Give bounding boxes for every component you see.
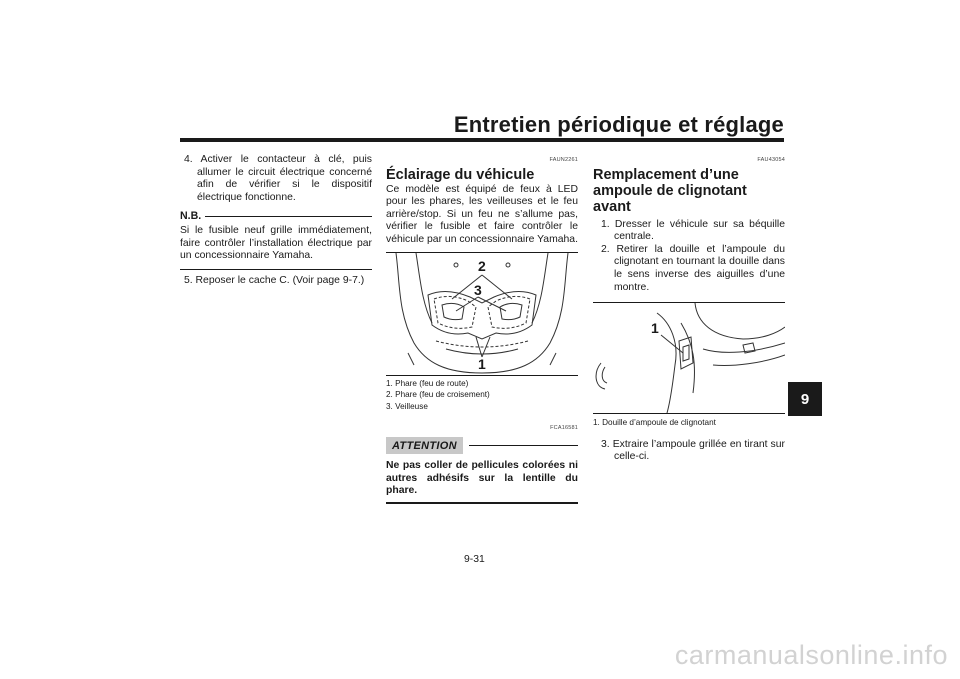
left-column	[180, 154, 372, 287]
nb-heading	[180, 210, 372, 223]
section-code: FAUN2261	[549, 157, 578, 163]
attention-badge: ATTENTION	[386, 437, 463, 455]
headlight-label-2: 2	[478, 257, 486, 274]
turn-signal-caption: 1. Douille d’ampoule de clignotant	[593, 418, 716, 428]
chapter-tab[interactable]: 9	[788, 382, 822, 416]
turn-signal-illustration	[593, 303, 785, 413]
step-3: 3. Extraire l’ampoule grillée en tirant sur celle-ci.	[601, 438, 785, 463]
caption-item: 2. Phare (feu de croisement)	[386, 390, 490, 400]
page-number: 9-31	[464, 554, 485, 565]
attention-code: FCA16581	[550, 425, 578, 432]
section-title-lighting: Éclairage du véhicule	[386, 166, 535, 183]
page-header-title: Entretien périodique et réglage	[453, 112, 784, 137]
nb-text: Si le fusible neuf grille immédiatement, faire contrôler l’installation électrique par un concessionnaire Yamaha.	[180, 224, 372, 262]
attention-heading	[386, 437, 578, 455]
turn-signal-figure	[593, 302, 785, 414]
headlight-label-1: 1	[478, 355, 486, 372]
lighting-body: Ce modèle est équipé de feux à LED pour les phares, les veilleuses et le feu arrière/stop. Si un feu ne s’allume pas, vérifier le fusible et faire contrôler le véhicule par un concessionnaire Yamaha.	[386, 183, 578, 245]
nb-rule	[205, 216, 372, 217]
header-rule	[180, 138, 784, 142]
watermark: carmanualsonline.info	[674, 640, 948, 670]
caption-item: 1. Phare (feu de route)	[386, 378, 469, 388]
turn-signal-label-1: 1	[651, 320, 659, 337]
headlight-illustration	[386, 253, 578, 375]
middle-column	[386, 154, 578, 504]
section-title-turn-signal: Remplacement d’une ampoule de clignotant avant	[593, 166, 747, 215]
attention-rule	[469, 445, 578, 446]
right-column	[593, 154, 785, 464]
attention-end-rule	[386, 502, 578, 504]
caption-item: 3. Veilleuse	[386, 401, 428, 411]
headlight-label-3: 3	[474, 281, 482, 298]
section-code: FAU43054	[757, 157, 785, 163]
nb-end-rule	[180, 269, 372, 270]
nb-label: N.B.	[180, 210, 202, 223]
headlight-captions	[386, 378, 578, 413]
headlight-figure	[386, 252, 578, 376]
attention-text: Ne pas coller de pellicules colorées ni autres adhésifs sur la lentille du phare.	[386, 460, 578, 497]
step-5: 5. Reposer le cache C. (Voir page 9-7.)	[184, 274, 365, 286]
step-4: 4. Activer le contacteur à clé, puis allumer le circuit électrique concerné afin de vérifier si le dispositif électrique fonctionne.	[184, 154, 372, 203]
step-1: 1. Dresser le véhicule sur sa béquille centrale.	[601, 218, 785, 243]
step-2: 2. Retirer la douille et l’ampoule du clignotant en tournant la douille dans le sens inverse des aiguilles d’une montre.	[601, 243, 785, 293]
